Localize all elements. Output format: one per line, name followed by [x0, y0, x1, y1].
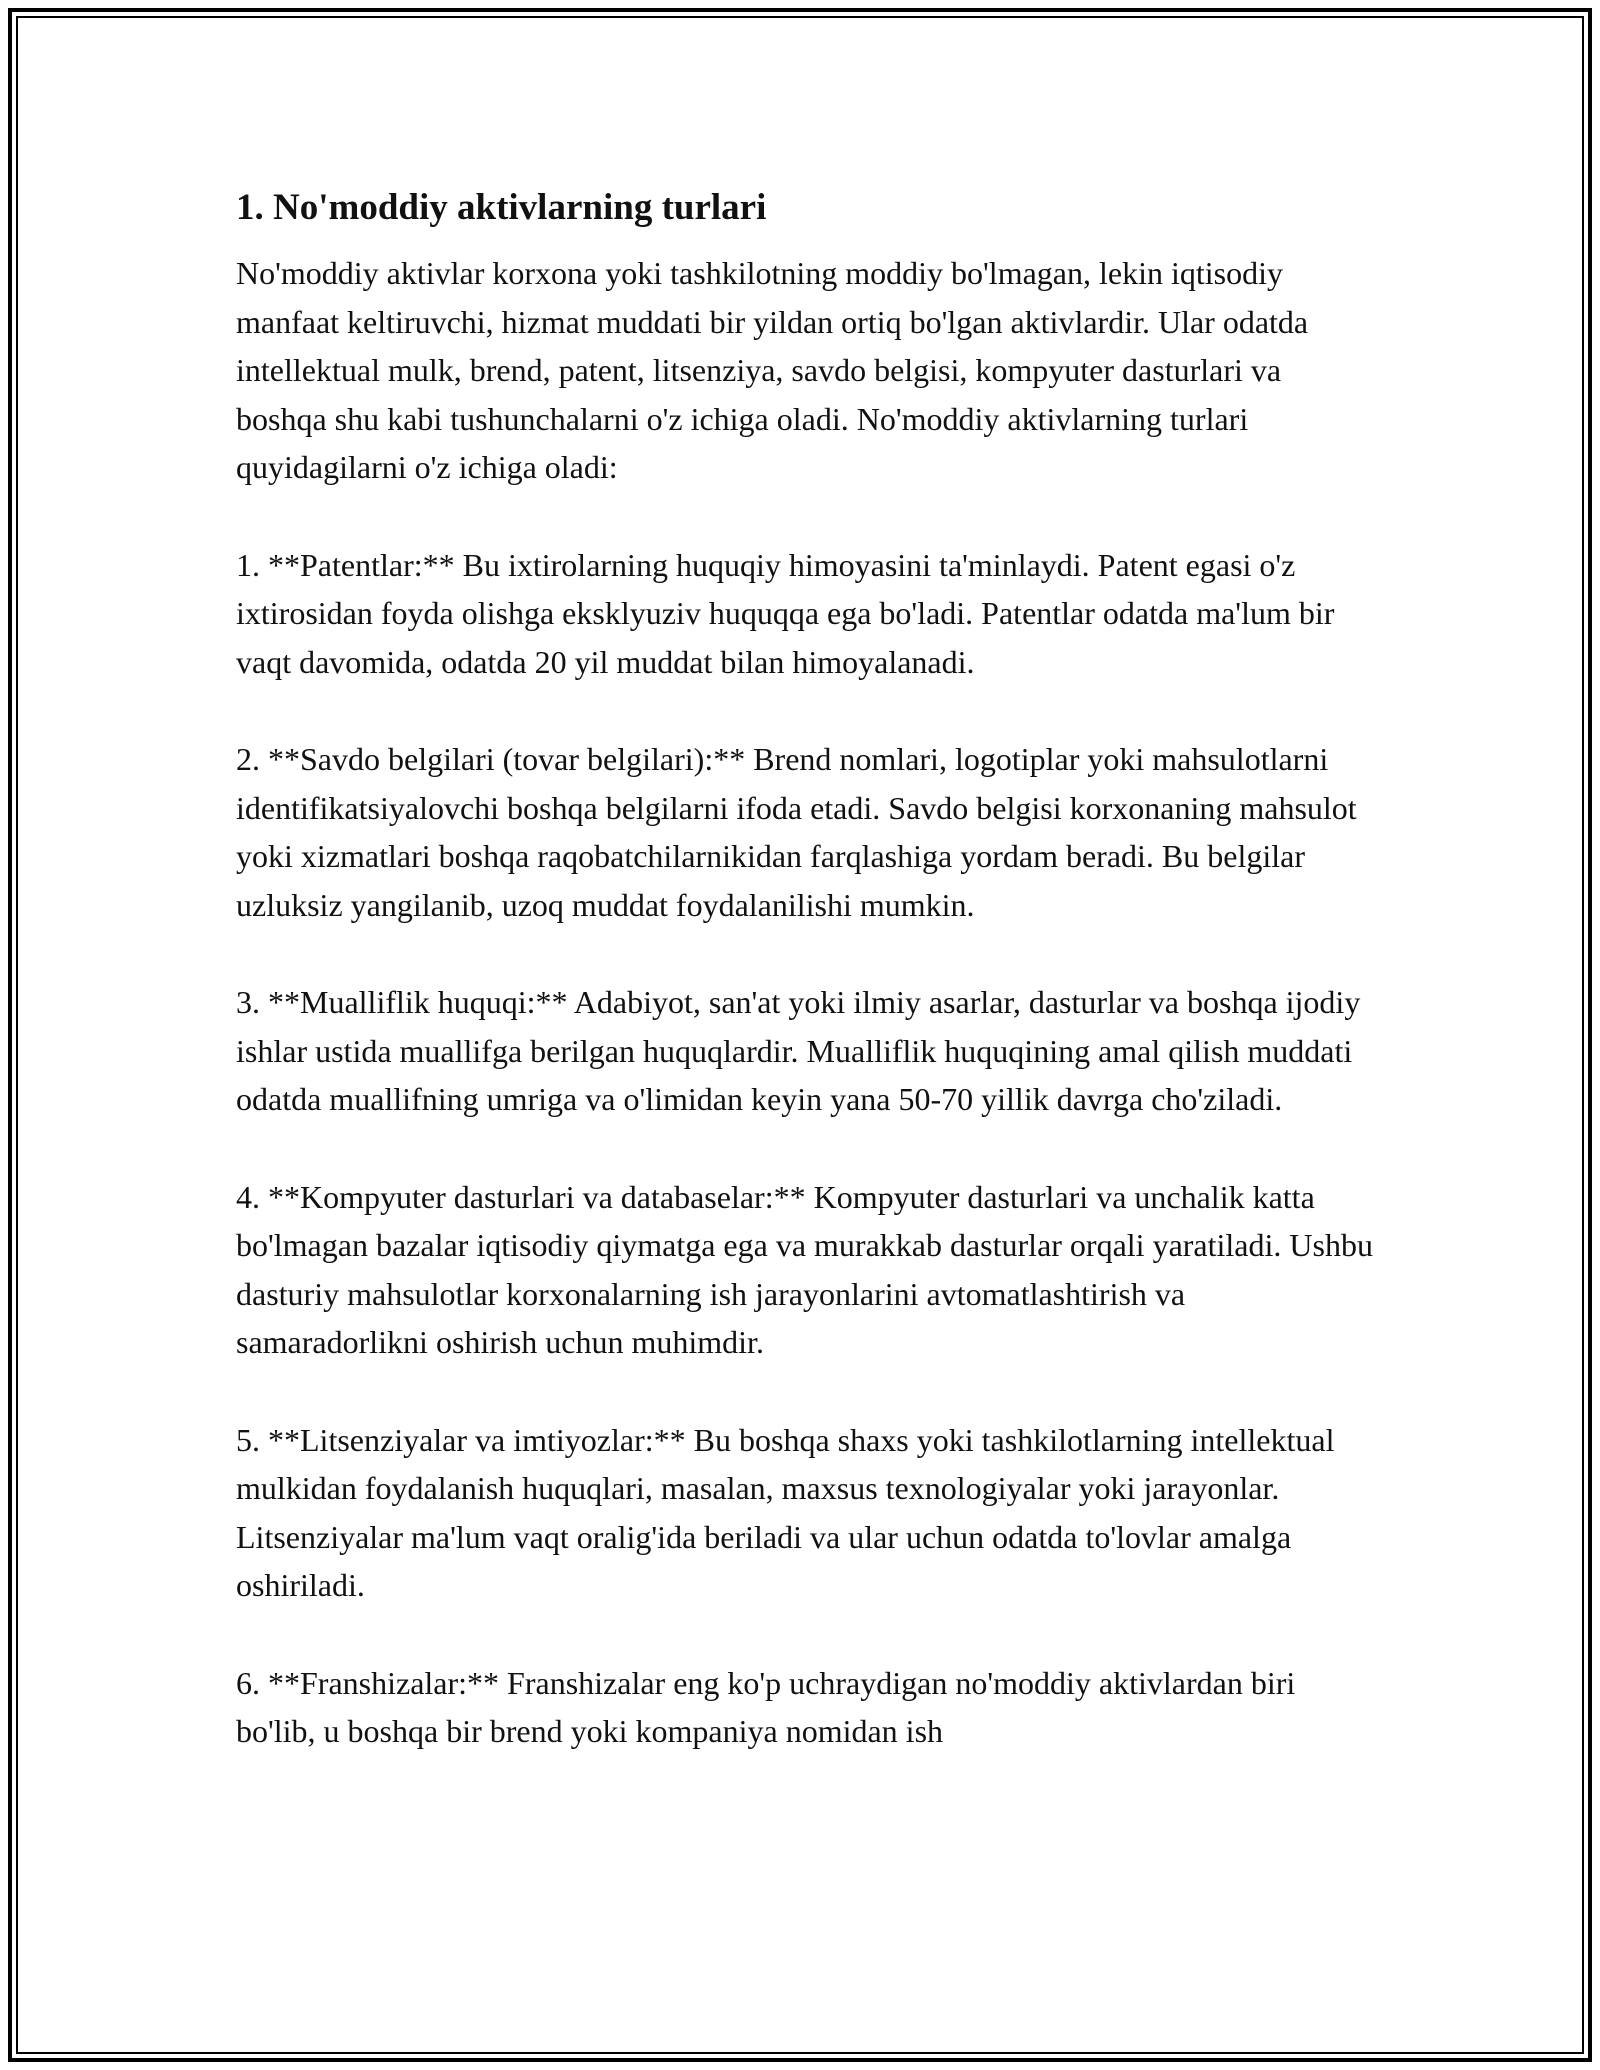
document-body — [236, 185, 1376, 1805]
list-item-licenses: 5. **Litsenziyalar va imtiyozlar:** Bu boshqa shaxs yoki tashkilotlarning intellektual mulkidan foydalanish huquqlari, masalan, maxsus texnologiyalar yoki jarayonlar. Litsenziyalar ma'lum vaqt oralig'ida beriladi va ular uchun odatda to'lovlar amalga oshiriladi. — [236, 1421, 1335, 1603]
list-item-franchises: 6. **Franshizalar:** Franshizalar eng ko'p uchraydigan no'moddiy aktivlardan biri bo'lib, u boshqa bir brend yoki kompaniya nomidan ish — [236, 1664, 1296, 1749]
list-item-trademarks: 2. **Savdo belgilari (tovar belgilari):** Brend nomlari, logotiplar yoki mahsulotlarni identifikatsiyalovchi boshqa belgilarni ifoda etadi. Savdo belgisi korxonaning mahsulot yoki xizmatlari boshqa raqobatchilarnikidan farqlashiga yordam beradi. Bu belgilar uzluksiz yangilanib, uzoq muddat foydalanilishi mumkin. — [236, 741, 1357, 923]
intro-paragraph: No'moddiy aktivlar korxona yoki tashkilotning moddiy bo'lmagan, lekin iqtisodiy manfaat keltiruvchi, hizmat muddati bir yildan ortiq bo'lgan aktivlardir. Ular odatda intellektual mulk, brend, patent, litsenziya, savdo belgisi, kompyuter dasturlari va boshqa shu kabi tushunchalarni o'z ichiga oladi. No'moddiy aktivlarning turlari quyidagilarni o'z ichiga oladi: — [236, 255, 1309, 485]
list-item-patents: 1. **Patentlar:** Bu ixtirolarning huquqiy himoyasini ta'minlaydi. Patent egasi o'z ixtirosidan foyda olishga eksklyuziv huquqqa ega bo'ladi. Patentlar odatda ma'lum bir vaqt davomida, odatda 20 yil muddat bilan himoyalanadi. — [236, 546, 1335, 680]
list-item-copyright: 3. **Mualliflik huquqi:** Adabiyot, san'at yoki ilmiy asarlar, dasturlar va boshqa ijodiy ishlar ustida muallifga berilgan huquqlardir. Mualliflik huquqining amal qilish muddati odatda muallifning umriga va o'limidan keyin yana 50-70 yillik davrga cho'ziladi. — [236, 984, 1361, 1117]
list-item-software-databases: 4. **Kompyuter dasturlari va databaselar:** Kompyuter dasturlari va unchalik katta bo'lmagan bazalar iqtisodiy qiymatga ega va murakkab dasturlar orqali yaratiladi. Ushbu dasturiy mahsulotlar korxonalarning ish jarayonlarini avtomatlashtirish va samaradorlikni oshirish uchun muhimdir. — [236, 1178, 1373, 1360]
section-heading: 1. No'moddiy aktivlarning turlari — [236, 187, 767, 228]
